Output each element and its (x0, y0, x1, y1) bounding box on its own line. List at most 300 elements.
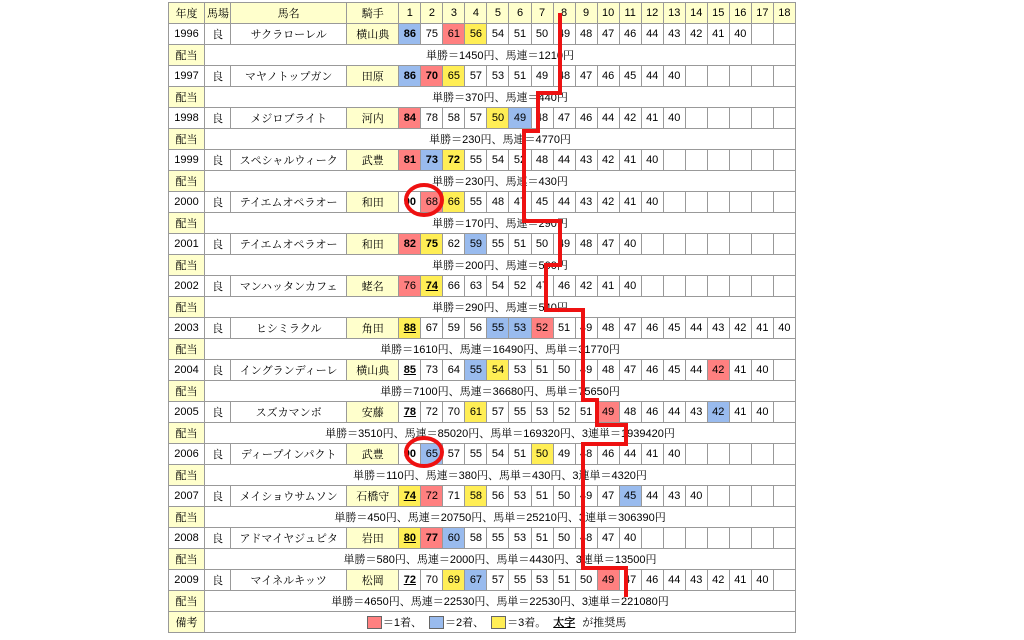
cell-horse-name: ヒシミラクル (231, 318, 347, 339)
cell-rank-value: 54 (487, 24, 509, 45)
cell-rank-value (751, 486, 773, 507)
cell-rank-value: 40 (751, 570, 773, 591)
cell-rank-value: 46 (553, 276, 575, 297)
cell-rank-value: 55 (509, 570, 531, 591)
table-row (169, 234, 796, 255)
cell-rank-value: 45 (531, 192, 553, 213)
cell-rank-value: 45 (619, 66, 641, 87)
payout-label: 配当 (169, 465, 205, 486)
cell-year: 2000 (169, 192, 205, 213)
cell-jockey: 武豊 (347, 150, 399, 171)
cell-rank-value: 51 (553, 570, 575, 591)
payout-label: 配当 (169, 549, 205, 570)
cell-track-condition: 良 (205, 402, 231, 423)
cell-rank-value (685, 108, 707, 129)
cell-rank-value: 57 (465, 66, 487, 87)
payout-text: 単勝＝110円、馬連＝380円、馬単＝430円、3連単＝4320円 (205, 465, 796, 486)
cell-year: 2008 (169, 528, 205, 549)
cell-rank-value (685, 192, 707, 213)
cell-rank-value: 71 (443, 486, 465, 507)
header-cell-rank-12: 12 (641, 3, 663, 24)
cell-rank-value (773, 234, 795, 255)
cell-jockey: 和田 (347, 192, 399, 213)
cell-track-condition: 良 (205, 360, 231, 381)
cell-rank-value (729, 108, 751, 129)
cell-rank-value (773, 570, 795, 591)
cell-horse-name: メジロブライト (231, 108, 347, 129)
cell-rank-value: 51 (531, 360, 553, 381)
cell-track-condition: 良 (205, 192, 231, 213)
cell-rank-value: 40 (685, 486, 707, 507)
table-row (169, 402, 796, 423)
cell-rank-value: 51 (509, 444, 531, 465)
cell-rank-value (685, 234, 707, 255)
cell-rank-value (707, 234, 729, 255)
cell-track-condition: 良 (205, 24, 231, 45)
cell-rank-value: 42 (597, 192, 619, 213)
cell-rank-value: 44 (685, 318, 707, 339)
cell-rank-value: 46 (619, 24, 641, 45)
cell-rank-value: 44 (553, 150, 575, 171)
cell-rank-value (751, 24, 773, 45)
cell-rank-value (707, 486, 729, 507)
header-cell-rank-18: 18 (773, 3, 795, 24)
payout-text: 単勝＝3510円、馬連＝85020円、馬単＝169320円、3連単＝1939420円 (205, 423, 796, 444)
cell-rank-value: 50 (531, 24, 553, 45)
cell-rank-value: 90 (399, 444, 421, 465)
payout-row (169, 297, 796, 318)
payout-text: 単勝＝370円、馬連＝440円 (205, 87, 796, 108)
cell-rank-value: 50 (553, 360, 575, 381)
table-row (169, 528, 796, 549)
cell-rank-value: 57 (465, 108, 487, 129)
cell-rank-value: 69 (443, 570, 465, 591)
cell-rank-value: 60 (443, 528, 465, 549)
cell-horse-name: イングランディーレ (231, 360, 347, 381)
header-cell-rank-7: 7 (531, 3, 553, 24)
cell-rank-value: 48 (553, 66, 575, 87)
cell-rank-value: 47 (619, 570, 641, 591)
cell-jockey: 河内 (347, 108, 399, 129)
legend-label-third: ＝3着。 (507, 617, 547, 629)
payout-text: 単勝＝7100円、馬連＝36680円、馬単＝75650円 (205, 381, 796, 402)
legend-label-second: ＝2着、 (444, 617, 485, 629)
cell-rank-value: 73 (421, 150, 443, 171)
cell-rank-value: 40 (619, 234, 641, 255)
table-row (169, 276, 796, 297)
cell-year: 2003 (169, 318, 205, 339)
cell-rank-value: 45 (663, 360, 685, 381)
cell-rank-value: 72 (443, 150, 465, 171)
cell-rank-value: 46 (597, 444, 619, 465)
header-cell-rank-8: 8 (553, 3, 575, 24)
cell-rank-value (707, 528, 729, 549)
legend-swatch-third (491, 616, 506, 629)
cell-rank-value: 43 (575, 192, 597, 213)
cell-rank-value: 50 (531, 444, 553, 465)
cell-year: 1996 (169, 24, 205, 45)
header-cell-rank-16: 16 (729, 3, 751, 24)
cell-rank-value: 90 (399, 192, 421, 213)
legend-label-bold-marker: 太字 (553, 617, 576, 629)
header-cell-rank-15: 15 (707, 3, 729, 24)
cell-rank-value (751, 276, 773, 297)
cell-horse-name: マイネルキッツ (231, 570, 347, 591)
cell-rank-value: 40 (641, 150, 663, 171)
cell-rank-value: 53 (531, 570, 553, 591)
cell-rank-value: 40 (619, 528, 641, 549)
cell-rank-value (751, 192, 773, 213)
cell-rank-value: 76 (399, 276, 421, 297)
header-cell-rank-13: 13 (663, 3, 685, 24)
cell-rank-value: 40 (751, 360, 773, 381)
cell-horse-name: テイエムオペラオー (231, 234, 347, 255)
legend-swatch-first (367, 616, 382, 629)
table-row (169, 24, 796, 45)
cell-rank-value: 42 (597, 150, 619, 171)
cell-rank-value: 47 (597, 24, 619, 45)
payout-label: 配当 (169, 591, 205, 612)
cell-rank-value: 50 (531, 234, 553, 255)
cell-rank-value: 54 (487, 150, 509, 171)
cell-rank-value: 49 (597, 402, 619, 423)
cell-rank-value: 42 (707, 360, 729, 381)
payout-text: 単勝＝4650円、馬連＝22530円、馬単＝22530円、3連単＝221080円 (205, 591, 796, 612)
cell-rank-value: 61 (465, 402, 487, 423)
payout-row (169, 465, 796, 486)
cell-rank-value: 52 (509, 150, 531, 171)
cell-rank-value: 46 (641, 570, 663, 591)
legend-swatch-second (429, 616, 444, 629)
cell-rank-value: 46 (641, 360, 663, 381)
payout-row (169, 339, 796, 360)
cell-rank-value: 50 (553, 528, 575, 549)
cell-rank-value (751, 66, 773, 87)
cell-rank-value (773, 24, 795, 45)
cell-rank-value: 48 (575, 528, 597, 549)
table-row (169, 66, 796, 87)
cell-rank-value (773, 528, 795, 549)
cell-rank-value: 78 (399, 402, 421, 423)
cell-rank-value: 47 (531, 276, 553, 297)
cell-rank-value: 62 (443, 234, 465, 255)
payout-row (169, 423, 796, 444)
cell-rank-value: 44 (641, 66, 663, 87)
cell-horse-name: メイショウサムソン (231, 486, 347, 507)
cell-rank-value (663, 234, 685, 255)
cell-rank-value: 84 (399, 108, 421, 129)
cell-jockey: 横山典 (347, 360, 399, 381)
payout-text: 単勝＝580円、馬連＝2000円、馬単＝4430円、3連単＝13500円 (205, 549, 796, 570)
cell-rank-value (751, 528, 773, 549)
payout-row (169, 507, 796, 528)
payout-label: 配当 (169, 87, 205, 108)
cell-rank-value (773, 192, 795, 213)
cell-rank-value: 53 (509, 528, 531, 549)
cell-track-condition: 良 (205, 486, 231, 507)
cell-rank-value: 61 (443, 24, 465, 45)
payout-row (169, 129, 796, 150)
cell-rank-value: 58 (465, 486, 487, 507)
cell-rank-value: 72 (421, 402, 443, 423)
cell-rank-value: 55 (509, 402, 531, 423)
table-row (169, 318, 796, 339)
cell-rank-value (729, 444, 751, 465)
cell-rank-value: 40 (663, 66, 685, 87)
cell-jockey: 岩田 (347, 528, 399, 549)
cell-rank-value: 49 (553, 24, 575, 45)
header-cell-rank-2: 2 (421, 3, 443, 24)
cell-rank-value: 42 (575, 276, 597, 297)
table-row (169, 150, 796, 171)
cell-rank-value (751, 150, 773, 171)
cell-rank-value (751, 444, 773, 465)
cell-rank-value: 48 (619, 402, 641, 423)
header-cell-rank-4: 4 (465, 3, 487, 24)
cell-rank-value: 47 (597, 486, 619, 507)
cell-rank-value (751, 234, 773, 255)
cell-rank-value: 65 (421, 444, 443, 465)
legend-label-first: ＝1着、 (382, 617, 422, 629)
cell-rank-value: 66 (443, 192, 465, 213)
cell-rank-value: 48 (487, 192, 509, 213)
cell-rank-value: 51 (509, 24, 531, 45)
cell-rank-value: 55 (465, 444, 487, 465)
header-cell-rank-11: 11 (619, 3, 641, 24)
cell-rank-value: 48 (531, 150, 553, 171)
cell-rank-value: 44 (597, 108, 619, 129)
cell-year: 1998 (169, 108, 205, 129)
payout-text: 単勝＝230円、馬連＝430円 (205, 171, 796, 192)
payout-label: 配当 (169, 45, 205, 66)
cell-track-condition: 良 (205, 444, 231, 465)
cell-rank-value: 41 (619, 192, 641, 213)
cell-rank-value: 50 (553, 486, 575, 507)
cell-horse-name: スペシャルウィーク (231, 150, 347, 171)
cell-jockey: 和田 (347, 234, 399, 255)
cell-rank-value (685, 276, 707, 297)
cell-rank-value: 46 (597, 66, 619, 87)
cell-rank-value (773, 150, 795, 171)
cell-rank-value: 45 (663, 318, 685, 339)
cell-rank-value: 41 (597, 276, 619, 297)
cell-rank-value: 49 (553, 444, 575, 465)
cell-rank-value: 50 (575, 570, 597, 591)
cell-rank-value: 56 (487, 486, 509, 507)
cell-rank-value: 52 (509, 276, 531, 297)
cell-rank-value: 49 (553, 234, 575, 255)
cell-rank-value: 44 (685, 360, 707, 381)
cell-rank-value: 42 (729, 318, 751, 339)
cell-rank-value: 49 (575, 486, 597, 507)
cell-rank-value (773, 276, 795, 297)
cell-rank-value: 57 (487, 402, 509, 423)
cell-year: 2002 (169, 276, 205, 297)
cell-rank-value: 86 (399, 66, 421, 87)
cell-rank-value: 40 (663, 444, 685, 465)
cell-rank-value: 44 (553, 192, 575, 213)
cell-rank-value: 44 (619, 444, 641, 465)
table-body (169, 3, 796, 633)
cell-rank-value: 54 (487, 360, 509, 381)
header-cell-rank-1: 1 (399, 3, 421, 24)
cell-rank-value: 41 (641, 108, 663, 129)
cell-rank-value: 42 (685, 24, 707, 45)
table-row (169, 108, 796, 129)
cell-rank-value: 47 (619, 360, 641, 381)
cell-rank-value (729, 486, 751, 507)
cell-rank-value: 40 (729, 24, 751, 45)
cell-rank-value: 40 (641, 192, 663, 213)
cell-horse-name: スズカマンボ (231, 402, 347, 423)
race-results-table (168, 2, 796, 633)
cell-rank-value: 44 (641, 486, 663, 507)
cell-rank-value (773, 444, 795, 465)
cell-rank-value (729, 528, 751, 549)
cell-rank-value: 74 (399, 486, 421, 507)
cell-jockey: 松岡 (347, 570, 399, 591)
cell-rank-value: 49 (575, 360, 597, 381)
cell-rank-value: 59 (443, 318, 465, 339)
cell-rank-value: 65 (443, 66, 465, 87)
cell-rank-value: 56 (465, 24, 487, 45)
cell-rank-value: 52 (553, 402, 575, 423)
payout-row (169, 381, 796, 402)
cell-rank-value (707, 150, 729, 171)
cell-horse-name: マヤノトップガン (231, 66, 347, 87)
cell-rank-value: 48 (531, 108, 553, 129)
cell-rank-value: 41 (751, 318, 773, 339)
cell-rank-value (707, 192, 729, 213)
cell-rank-value: 67 (465, 570, 487, 591)
cell-rank-value: 46 (641, 318, 663, 339)
cell-rank-value: 49 (531, 66, 553, 87)
cell-rank-value: 51 (531, 528, 553, 549)
cell-rank-value: 82 (399, 234, 421, 255)
legend-label-recommend: が推奨馬 (582, 617, 627, 629)
payout-text: 単勝＝1450円、馬連＝1210円 (205, 45, 796, 66)
cell-rank-value (663, 192, 685, 213)
cell-rank-value: 43 (575, 150, 597, 171)
cell-rank-value: 47 (509, 192, 531, 213)
cell-rank-value: 49 (575, 318, 597, 339)
note-label: 備考 (169, 612, 205, 633)
cell-rank-value: 59 (465, 234, 487, 255)
cell-rank-value (685, 444, 707, 465)
payout-row (169, 213, 796, 234)
payout-row (169, 591, 796, 612)
cell-rank-value: 40 (773, 318, 795, 339)
cell-rank-value: 46 (641, 402, 663, 423)
cell-track-condition: 良 (205, 570, 231, 591)
cell-rank-value (685, 528, 707, 549)
cell-rank-value (663, 150, 685, 171)
cell-rank-value: 47 (597, 234, 619, 255)
payout-label: 配当 (169, 423, 205, 444)
cell-track-condition: 良 (205, 108, 231, 129)
payout-text: 単勝＝230円、馬連＝4770円 (205, 129, 796, 150)
cell-rank-value: 75 (421, 234, 443, 255)
cell-rank-value (707, 444, 729, 465)
cell-rank-value: 47 (575, 66, 597, 87)
cell-rank-value: 64 (443, 360, 465, 381)
cell-rank-value: 40 (751, 402, 773, 423)
cell-rank-value: 44 (663, 402, 685, 423)
cell-rank-value (729, 192, 751, 213)
cell-rank-value: 74 (421, 276, 443, 297)
cell-year: 2006 (169, 444, 205, 465)
cell-rank-value: 80 (399, 528, 421, 549)
cell-rank-value: 58 (465, 528, 487, 549)
header-cell-rank-9: 9 (575, 3, 597, 24)
cell-rank-value: 42 (707, 402, 729, 423)
cell-jockey: 蛯名 (347, 276, 399, 297)
payout-text: 単勝＝170円、馬連＝290円 (205, 213, 796, 234)
table-row (169, 360, 796, 381)
cell-rank-value: 47 (619, 318, 641, 339)
cell-rank-value (707, 108, 729, 129)
payout-label: 配当 (169, 255, 205, 276)
cell-rank-value: 48 (597, 360, 619, 381)
cell-rank-value: 40 (619, 276, 641, 297)
payout-label: 配当 (169, 297, 205, 318)
cell-track-condition: 良 (205, 528, 231, 549)
cell-rank-value: 51 (553, 318, 575, 339)
payout-row (169, 171, 796, 192)
cell-rank-value: 43 (707, 318, 729, 339)
cell-rank-value: 54 (487, 444, 509, 465)
cell-rank-value: 55 (465, 150, 487, 171)
cell-rank-value (751, 108, 773, 129)
payout-label: 配当 (169, 171, 205, 192)
cell-rank-value: 54 (487, 276, 509, 297)
cell-rank-value: 48 (575, 234, 597, 255)
payout-row (169, 549, 796, 570)
cell-rank-value (773, 486, 795, 507)
payout-text: 単勝＝290円、馬連＝540円 (205, 297, 796, 318)
cell-rank-value: 41 (707, 24, 729, 45)
cell-rank-value: 40 (663, 108, 685, 129)
cell-year: 2009 (169, 570, 205, 591)
cell-rank-value: 67 (421, 318, 443, 339)
payout-label: 配当 (169, 507, 205, 528)
cell-rank-value: 51 (509, 234, 531, 255)
cell-rank-value: 78 (421, 108, 443, 129)
cell-rank-value: 68 (421, 192, 443, 213)
payout-row (169, 255, 796, 276)
cell-rank-value: 70 (443, 402, 465, 423)
cell-rank-value: 42 (619, 108, 641, 129)
cell-rank-value: 52 (531, 318, 553, 339)
cell-rank-value: 58 (443, 108, 465, 129)
cell-rank-value: 43 (685, 570, 707, 591)
table-row (169, 570, 796, 591)
cell-rank-value (729, 234, 751, 255)
cell-rank-value: 51 (531, 486, 553, 507)
header-cell-horse: 馬名 (231, 3, 347, 24)
cell-rank-value: 57 (443, 444, 465, 465)
table-row (169, 444, 796, 465)
cell-rank-value: 86 (399, 24, 421, 45)
cell-rank-value: 43 (663, 486, 685, 507)
cell-rank-value (773, 66, 795, 87)
payout-row (169, 87, 796, 108)
cell-rank-value: 50 (487, 108, 509, 129)
cell-rank-value: 55 (465, 360, 487, 381)
payout-label: 配当 (169, 129, 205, 150)
cell-rank-value: 70 (421, 66, 443, 87)
cell-rank-value: 55 (487, 234, 509, 255)
